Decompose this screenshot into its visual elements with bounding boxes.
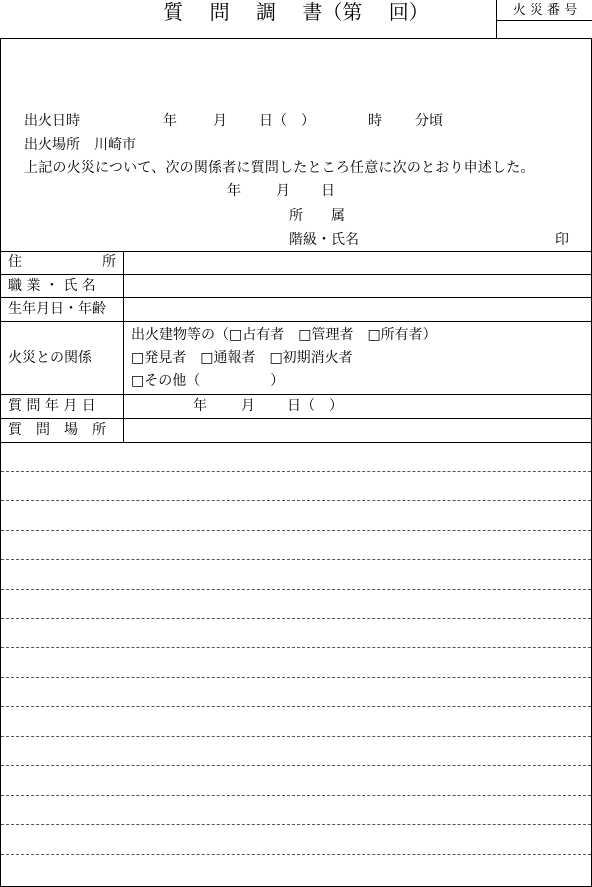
ruled-line xyxy=(1,647,591,648)
relation-option-building[interactable]: 出火建物等の（□占有者 □管理者 □所有者） xyxy=(131,327,437,343)
question-date-day: 日（ ） xyxy=(287,398,343,414)
address-label xyxy=(8,254,116,270)
fire-number-label: 火 災 番 号 xyxy=(512,3,578,18)
relation-option-other[interactable]: □その他（ ） xyxy=(131,373,285,389)
table-row-divider xyxy=(0,321,592,322)
question-place-label-text: 質 問 場 所 xyxy=(8,422,106,438)
question-date-month: 月 xyxy=(241,398,255,414)
ruled-line xyxy=(1,618,591,619)
ruled-line xyxy=(1,589,591,590)
statement-area[interactable] xyxy=(1,443,591,884)
fire-number-field[interactable] xyxy=(497,21,592,37)
occupation-name-field[interactable] xyxy=(124,275,591,297)
birth-age-field[interactable] xyxy=(124,298,591,321)
birth-age-label xyxy=(8,301,116,317)
statement-date-day: 日 xyxy=(321,183,335,199)
table-row-divider xyxy=(0,394,592,395)
ruled-line xyxy=(1,736,591,737)
ruled-line xyxy=(1,765,591,766)
ruled-line xyxy=(1,677,591,678)
fire-datetime-day: 日（ ） xyxy=(259,113,315,129)
fire-relation-label-text: 火災との関係 xyxy=(8,350,92,366)
relation-option-discoverer[interactable]: □発見者 □通報者 □初期消火者 xyxy=(131,350,353,366)
birth-age-label-text: 生年月日・年齢 xyxy=(8,301,106,317)
question-place-label xyxy=(8,422,116,438)
rank-name-label: 階級・氏名 xyxy=(289,232,359,248)
question-date-label xyxy=(8,398,116,414)
fire-datetime-minute: 分頃 xyxy=(415,113,443,129)
statement-date-month: 月 xyxy=(276,183,290,199)
ruled-line xyxy=(1,854,591,855)
seal-mark: 印 xyxy=(555,232,569,248)
ruled-line xyxy=(1,559,591,560)
fire-datetime-label: 出火日時 xyxy=(24,113,80,129)
fire-datetime-month: 月 xyxy=(213,113,227,129)
occupation-name-label-text: 職 業 ・ 氏 名 xyxy=(8,278,96,294)
fire-relation-label xyxy=(8,350,116,366)
statement-text: 上記の火災について、次の関係者に質問したところ任意に次のとおり申述した。 xyxy=(24,160,535,176)
ruled-line xyxy=(1,530,591,531)
ruled-line xyxy=(1,500,591,501)
address-label-text: 住 所 xyxy=(8,254,116,270)
question-place-field[interactable] xyxy=(124,419,591,442)
fire-datetime-hour: 時 xyxy=(368,113,382,129)
affiliation-label: 所 属 xyxy=(289,208,345,224)
occupation-name-label xyxy=(8,278,116,294)
ruled-line xyxy=(1,795,591,796)
statement-date-year: 年 xyxy=(227,183,241,199)
fire-location: 出火場所 川崎市 xyxy=(24,137,136,153)
ruled-line xyxy=(1,824,591,825)
page-title: 質 問 調 書（第 回） xyxy=(163,0,429,24)
address-field[interactable] xyxy=(124,252,591,274)
ruled-line xyxy=(1,471,591,472)
ruled-line xyxy=(1,706,591,707)
question-date-label-text: 質 問 年 月 日 xyxy=(8,398,96,414)
question-date-year: 年 xyxy=(193,398,207,414)
fire-datetime-year: 年 xyxy=(163,113,177,129)
